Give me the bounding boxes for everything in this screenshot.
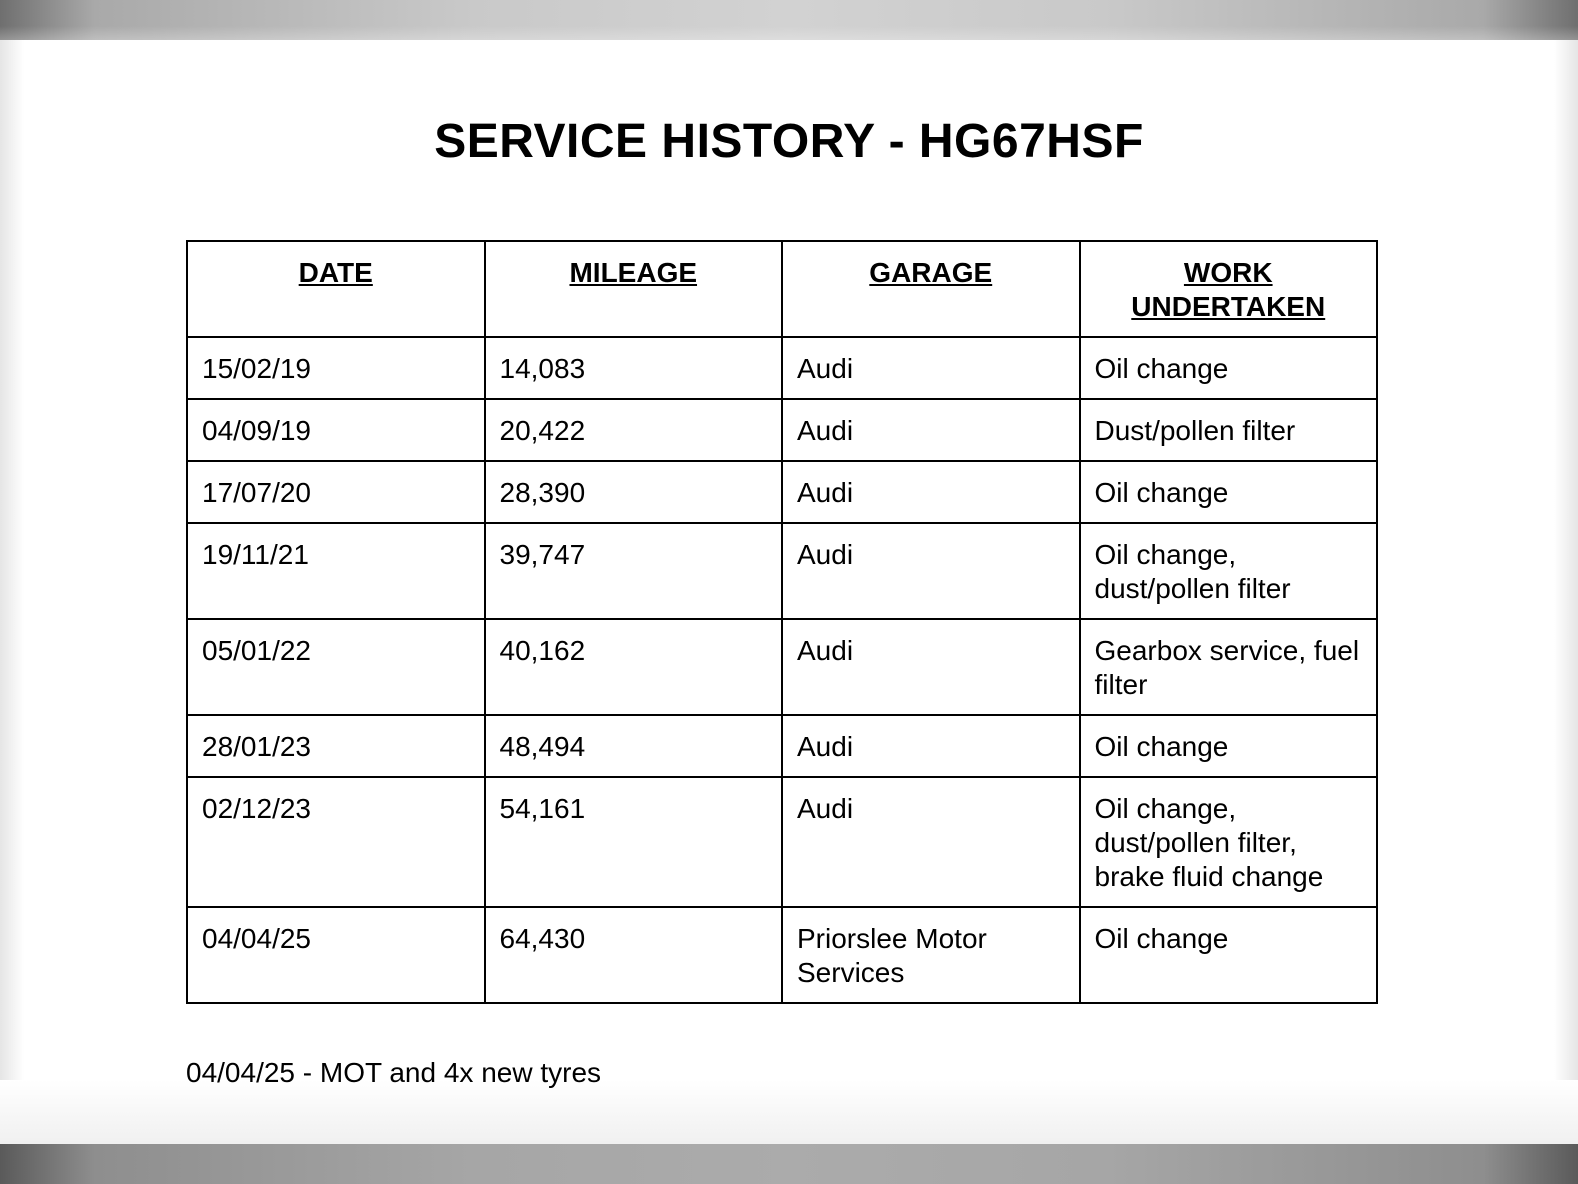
right-shade: [1554, 40, 1578, 1144]
cell-mileage: 40,162: [485, 619, 783, 715]
cell-mileage: 14,083: [485, 337, 783, 399]
cell-work: Oil change: [1080, 715, 1378, 777]
header-mileage: MILEAGE: [485, 241, 783, 337]
cell-garage: Audi: [782, 399, 1080, 461]
cell-date: 05/01/22: [187, 619, 485, 715]
cell-work: Oil change: [1080, 907, 1378, 1003]
cell-work: Dust/pollen filter: [1080, 399, 1378, 461]
footnote: 04/04/25 - MOT and 4x new tyres: [186, 1057, 602, 1088]
cell-work: Oil change: [1080, 461, 1378, 523]
table-header-row: [187, 241, 1377, 337]
cell-mileage: 28,390: [485, 461, 783, 523]
header-garage: GARAGE: [782, 241, 1080, 337]
cell-work: Oil change: [1080, 337, 1378, 399]
cell-mileage: 39,747: [485, 523, 783, 619]
cell-work: Oil change, dust/pollen filter: [1080, 523, 1378, 619]
table-row: [187, 619, 1377, 715]
service-history-table: [186, 240, 1378, 1004]
cell-garage: Audi: [782, 461, 1080, 523]
header-work-undertaken: WORK UNDERTAKEN: [1080, 241, 1378, 337]
cell-date: 02/12/23: [187, 777, 485, 907]
top-border: [0, 0, 1578, 40]
cell-work: Oil change, dust/pollen filter, brake fluid change: [1080, 777, 1378, 907]
cell-garage: Audi: [782, 619, 1080, 715]
table-row: [187, 337, 1377, 399]
cell-date: 19/11/21: [187, 523, 485, 619]
cell-date: 17/07/20: [187, 461, 485, 523]
bottom-border: [0, 1144, 1578, 1184]
table-row: [187, 523, 1377, 619]
cell-mileage: 20,422: [485, 399, 783, 461]
table-row: [187, 777, 1377, 907]
table-row: [187, 399, 1377, 461]
cell-mileage: 64,430: [485, 907, 783, 1003]
page-title: SERVICE HISTORY - HG67HSF: [434, 115, 1144, 168]
cell-garage: Audi: [782, 523, 1080, 619]
cell-garage: Audi: [782, 777, 1080, 907]
cell-garage: Audi: [782, 715, 1080, 777]
cell-date: 04/04/25: [187, 907, 485, 1003]
table-row: [187, 461, 1377, 523]
header-date: DATE: [187, 241, 485, 337]
table-row: [187, 907, 1377, 1003]
cell-date: 28/01/23: [187, 715, 485, 777]
cell-mileage: 48,494: [485, 715, 783, 777]
cell-garage: Audi: [782, 337, 1080, 399]
cell-work: Gearbox service, fuel filter: [1080, 619, 1378, 715]
left-shade: [0, 40, 24, 1144]
table-row: [187, 715, 1377, 777]
cell-date: 15/02/19: [187, 337, 485, 399]
cell-garage: Priorslee Motor Services: [782, 907, 1080, 1003]
cell-date: 04/09/19: [187, 399, 485, 461]
cell-mileage: 54,161: [485, 777, 783, 907]
